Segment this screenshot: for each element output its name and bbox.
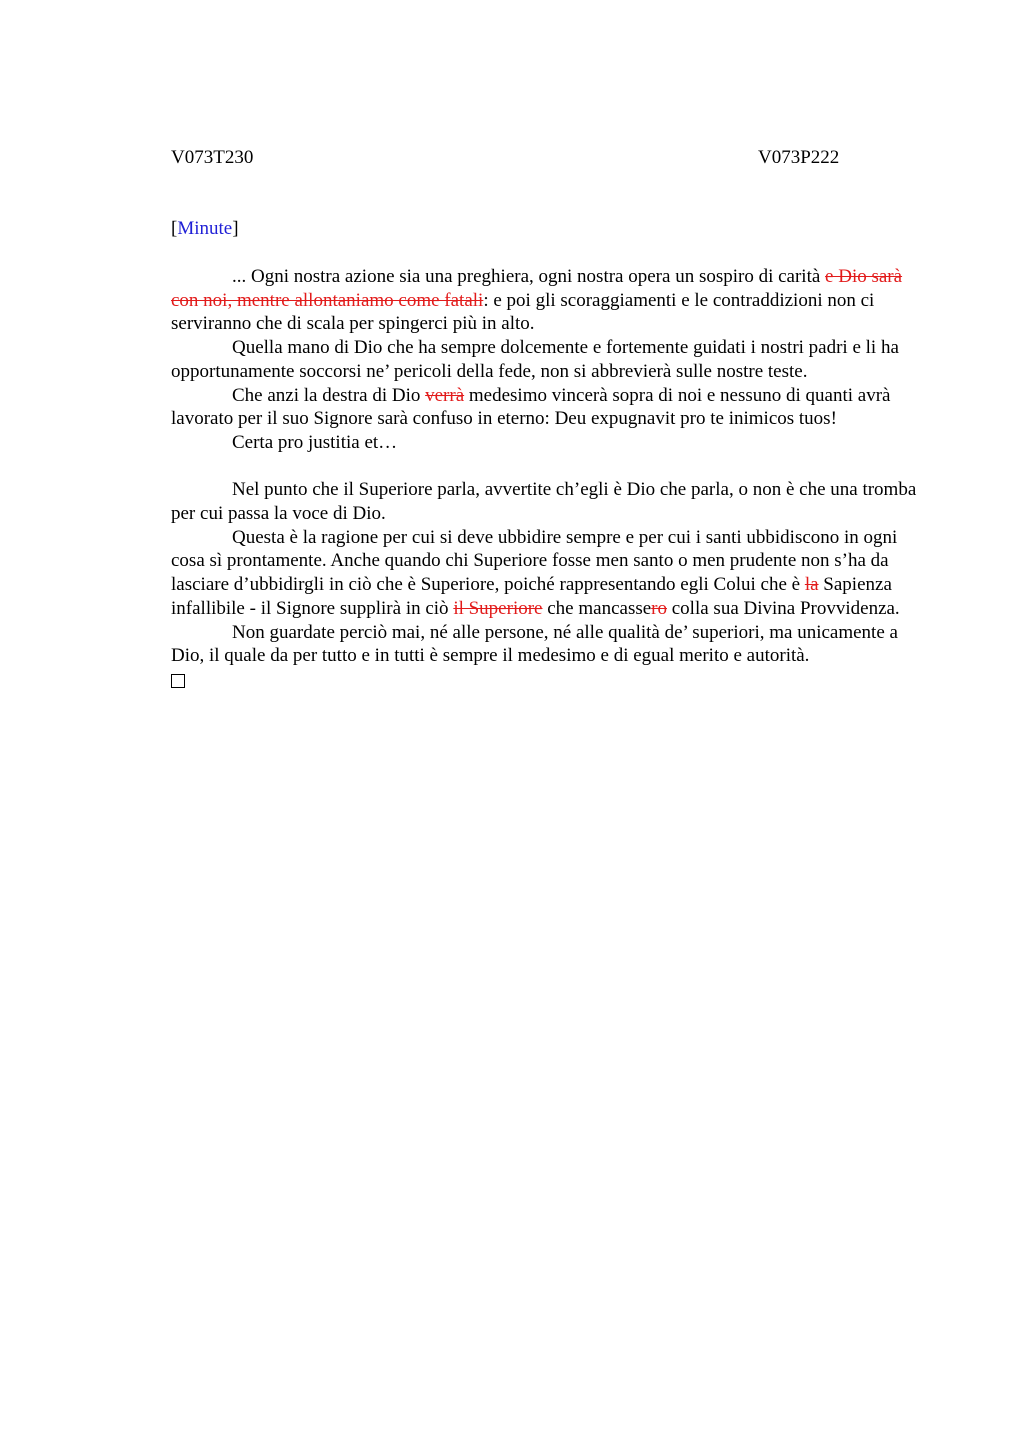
document-code-right: V073P222 [758,147,840,168]
paragraph-text: Certa pro justitia et… [232,431,398,453]
document-body [171,265,919,688]
paragraph-text: colla sua Divina Provvidenza. [667,597,900,619]
paragraph-5 [171,478,919,525]
deleted-text: verrà [425,384,465,406]
paragraph-text: : e poi gli scoraggiamenti e le contraddizioni non ci serviranno che di scala per spingerci più in alto. [171,289,875,335]
paragraph-7 [171,621,919,668]
deleted-text: ro [651,597,667,619]
paragraph-text: Nel punto che il Superiore parla, avvertite ch’egli è Dio che parla, o non è che una tromba per cui passa la voce di Dio. [171,479,917,525]
document-code-left: V073T230 [171,147,254,168]
section-label: Minute [177,218,233,239]
paragraph-text: Non guardate perciò mai, né alle persone, né alle qualità de’ superiori, ma unicamente a Dio, il quale da per tutto e in tutti è sempre il medesimo e di egual merito e autorità. [171,621,898,667]
deleted-text: la [804,574,819,596]
deleted-text: e Dio sarà con noi, mentre allontaniamo come fatali [171,266,903,311]
paragraph-6 [171,526,919,621]
paragraph-text: medesimo vincerà sopra di noi e nessuno di quanti avrà lavorato per il suo Signore sarà confuso in eterno: Deu expugnavit pro te inimicos tuos! [171,384,891,430]
open-bracket: [ [171,218,178,239]
paragraph-text: che mancasse [542,597,652,619]
paragraph-text: Sapienza infallibile - il Signore supplirà in ciò [171,574,892,619]
section-tag [171,218,239,240]
deleted-text: il Superiore [453,597,543,619]
paragraph-text: Quella mano di Dio che ha sempre dolcemente e fortemente guidati i nostri padri e li ha opportunamente soccorsi ne’ pericoli della fede, non si abbrevierà sulle nostre teste. [171,337,899,382]
close-bracket: ] [232,218,239,239]
paragraph-text: Che anzi la destra di Dio [232,384,426,406]
paragraph-text: Questa è la ragione per cui si deve ubbidire sempre e per cui i santi ubbidiscono in ogni cosa sì prontamente. Anche quando chi Superiore fosse men santo o men prudente non s’ha da lasciare d’ubbidirgli in ciò che è Superiore, poiché rappresentando egli Colui che è [171,526,898,596]
paragraph-4 [171,431,919,455]
paragraph-2 [171,336,919,383]
paragraph-3 [171,384,919,431]
end-square-icon [171,674,185,688]
paragraph-1 [171,265,919,336]
paragraph-text: ... Ogni nostra azione sia una preghiera, ogni nostra opera un sospiro di carità [232,266,826,287]
